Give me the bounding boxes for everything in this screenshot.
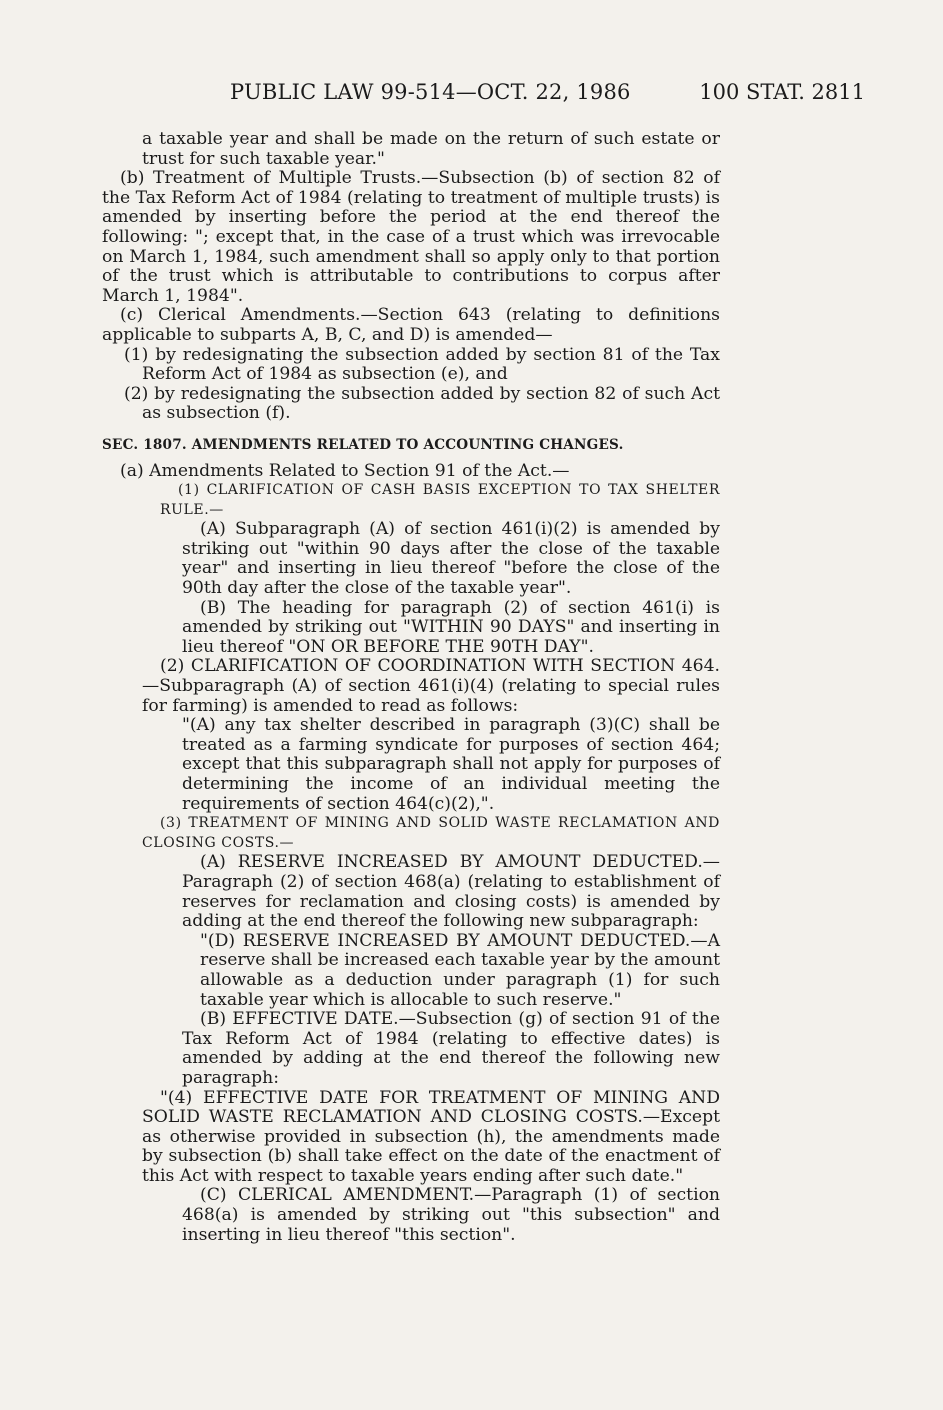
page-header: [100, 80, 865, 110]
section-1807-heading: SEC. 1807. AMENDMENTS RELATED TO ACCOUNTING CHANGES.: [102, 436, 624, 453]
paragraph-3-heading: (3) TREATMENT OF MINING AND SOLID WASTE RECLAMATION AND CLOSING COSTS.—: [142, 815, 720, 851]
paragraph-continuation: a taxable year and shall be made on the return of such estate or trust for such taxable year.": [142, 129, 720, 169]
statute-page-number: 100 STAT. 2811: [699, 80, 865, 104]
quoted-subparagraph-A: "(A) any tax shelter described in paragraph (3)(C) shall be treated as a farming syndicate for purposes of section 464; except that this subparagraph shall not apply for purposes of determining the income of an individual meeting the requirements of section 464(c)(2),".: [182, 715, 720, 814]
quoted-paragraph-4: "(4) EFFECTIVE DATE FOR TREATMENT OF MINING AND SOLID WASTE RECLAMATION AND CLOSING COSTS.—Except as otherwise provided in subsection (h), the amendments made by subsection (b) shall take effect on the date of the enactment of this Act with respect to taxable years ending after such date.": [142, 1087, 720, 1186]
subparagraph-1A: (A) Subparagraph (A) of section 461(i)(2) is amended by striking out "within 90 days after the close of the taxable year" and inserting in lieu thereof "before the close of the 90th day after the close of the taxable year".: [182, 519, 720, 599]
public-law-title: PUBLIC LAW 99-514—OCT. 22, 1986: [230, 80, 631, 104]
paragraph-c-1: (1) by redesignating the subsection added by section 81 of the Tax Reform Act of 1984 as subsection (e), and: [124, 344, 720, 385]
quoted-subparagraph-D: "(D) RESERVE INCREASED BY AMOUNT DEDUCTED.—A reserve shall be increased each taxable year by the amount allowable as a deduction under paragraph (1) for such taxable year which is allocable to such reserve.": [200, 930, 720, 1010]
paragraph-1-heading: (1) CLARIFICATION OF CASH BASIS EXCEPTION TO TAX SHELTER RULE.—: [160, 482, 720, 518]
subparagraph-3C: (C) CLERICAL AMENDMENT.—Paragraph (1) of section 468(a) is amended by striking out "this subsection" and inserting in lieu thereof "this section".: [182, 1185, 720, 1245]
paragraph-c-2: (2) by redesignating the subsection added by section 82 of such Act as subsection (f).: [124, 383, 720, 424]
subsection-a-heading: (a) Amendments Related to Section 91 of the Act.—: [120, 460, 570, 481]
paragraph-c-clerical-amendments: (c) Clerical Amendments.—Section 643 (relating to definitions applicable to subparts A, B, C, and D) is amended—: [102, 305, 720, 345]
subparagraph-1B: (B) The heading for paragraph (2) of section 461(i) is amended by striking out "WITHIN 90 DAYS" and inserting in lieu thereof "ON OR BEFORE THE 90TH DAY".: [182, 597, 720, 657]
subparagraph-3A: (A) RESERVE INCREASED BY AMOUNT DEDUCTED.—Paragraph (2) of section 468(a) (relating to establishment of reserves for reclamation and closing costs) is amended by adding at the end thereof the following new subparagraph:: [182, 852, 720, 932]
paragraph-2-coordination: (2) CLARIFICATION OF COORDINATION WITH SECTION 464.—Subparagraph (A) of section 461(i)(4) (relating to special rules for farming) is amended to read as follows:: [142, 656, 720, 716]
subparagraph-3B: (B) EFFECTIVE DATE.—Subsection (g) of section 91 of the Tax Reform Act of 1984 (relating to effective dates) is amended by adding at the end thereof the following new paragraph:: [182, 1009, 720, 1088]
paragraph-b-multiple-trusts: (b) Treatment of Multiple Trusts.—Subsection (b) of section 82 of the Tax Reform Act of 1984 (relating to treatment of multiple trusts) is amended by inserting before the period at the end thereof the following: "; except that, in the case of a trust which was irrevocable on March 1, 1984, such amendment shall so apply only to that portion of the trust which is attributable to contributions to corpus after March 1, 1984".: [102, 168, 720, 306]
document-body: [102, 130, 720, 1245]
